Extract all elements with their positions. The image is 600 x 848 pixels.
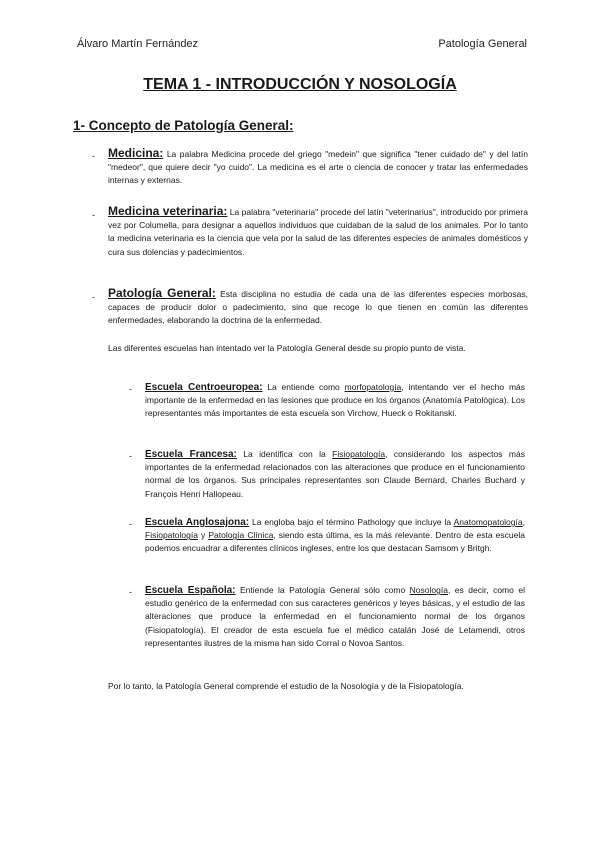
text-medicina-veterinaria: La palabra "veterinaria" procede del latín "veterinarius", introducido por primera vez por Columella, para designar a aquellos individuos que cuidaban de la salud de los animales. Por lo tanto la medicina veterinaria es la ciencia que vela por la salud de las diferentes especies de animales domésticos y cura sus dolencias y padecimientos.: [108, 207, 528, 257]
text-part: y: [201, 530, 206, 541]
underlined-term: Nosología: [409, 585, 448, 595]
header-subject: Patología General: [438, 38, 527, 50]
underlined-term: Anatomopatología: [453, 517, 523, 527]
text-medicina: La palabra Medicina procede del griego "medein" que significa "tener cuidado de" y del latín "medeor", que quiere decir "yo cuido". La medicina es el arte o ciencia de conocer y tratar las enfermedades internas y externas.: [108, 149, 528, 186]
bullet-dash: -: [129, 384, 132, 394]
bullet-dash: -: [129, 519, 132, 529]
text-part: ,: [522, 517, 525, 527]
text-part: , considerando los aspectos más importantes de la enfermedad relacionados con las alteraciones que produce en el funcionamiento normal de los órganos. Sus principales representantes son Claude Bernard, Charles Buchard y François Henri Hallopeau.: [145, 449, 525, 499]
section-heading: 1- Concepto de Patología General:: [73, 118, 294, 133]
list-item-medicina: [108, 147, 528, 188]
bullet-dash: -: [129, 587, 132, 597]
bullet-dash: -: [129, 451, 132, 461]
intro-paragraph: Las diferentes escuelas han intentado ver la Patología General desde su propio punto de vista.: [108, 343, 466, 353]
bullet-dash: -: [92, 292, 95, 302]
term-medicina: Medicina:: [108, 146, 164, 160]
list-item-escuela-anglosajona: [145, 516, 525, 556]
text-part: La engloba bajo el término Pathology que incluye la: [252, 517, 452, 527]
text-part: , es decir, como el estudio genérico de la enfermedad con sus caracteres genéricos y leyes básicas, y el estudio de las alteraciones que produce la enfermedad en el funcionamiento normal de los órganos (Fisiopatología). El creador de esta escuela fue el médico catalán José de Letamendi, otros representantes ilustres de la misma han sido Corral o Novoa Santos.: [145, 585, 525, 648]
list-item-patologia-general: [108, 287, 528, 328]
underlined-term: Fisiopatología: [332, 449, 386, 459]
term-escuela-espanola: Escuela Española:: [145, 585, 236, 596]
list-item-escuela-espanola: [145, 584, 525, 650]
term-patologia-general: Patología General:: [108, 286, 216, 300]
text-patologia-general: Esta disciplina no estudia de cada una de las diferentes especies morbosas, capaces de producir dolor o padecimiento, sino que recoge lo que tienen en común las diferentes enfermedades, elaborando la doctrina de la enfermedad.: [108, 289, 528, 326]
term-medicina-veterinaria: Medicina veterinaria:: [108, 204, 228, 218]
text-part: La identifica con la: [243, 449, 326, 459]
bullet-dash: -: [92, 210, 95, 220]
conclusion-paragraph: Por lo tanto, la Patología General comprende el estudio de la Nosología y de la Fisiopatología.: [108, 681, 464, 691]
term-escuela-anglosajona: Escuela Anglosajona:: [145, 517, 250, 528]
term-escuela-francesa: Escuela Francesa:: [145, 449, 237, 460]
text-part: Entiende la Patología General sólo como: [240, 585, 406, 595]
header-author: Álvaro Martín Fernández: [77, 38, 199, 50]
bullet-dash: -: [92, 151, 95, 161]
term-escuela-centroeuropea: Escuela Centroeuropea:: [145, 382, 263, 393]
list-item-escuela-francesa: [145, 448, 525, 501]
text-part: La entiende como: [267, 382, 340, 392]
text-part: , siendo esta última, es la más relevante. Dentro de esta escuela podemos encuadrar a diferentes clínicos ingleses, entre los que destacan Samsom y Britgh.: [145, 530, 525, 554]
text-part: , intentando ver el hecho más importante de la enfermedad en las lesiones que produce en los órganos (Anatomía Patológica). Los representantes más importantes de esta escuela son Virchow, Hueck o Rokitanski.: [145, 382, 525, 419]
underlined-term: Fisiopatología: [145, 530, 198, 541]
underlined-term: Patología Clínica: [208, 530, 274, 541]
underlined-term: morfopatología: [344, 382, 402, 392]
list-item-medicina-veterinaria: [108, 205, 528, 259]
list-item-escuela-centroeuropea: [145, 381, 525, 421]
page-title: TEMA 1 - INTRODUCCIÓN Y NOSOLOGÍA: [143, 76, 457, 93]
